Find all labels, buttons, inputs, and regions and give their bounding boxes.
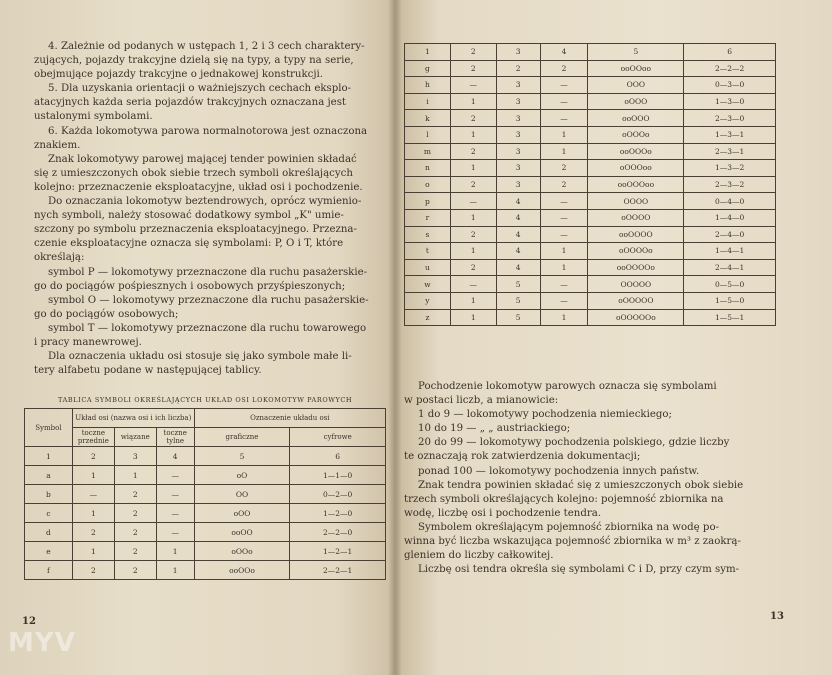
header-rear-axles: toczne tylne xyxy=(156,428,194,447)
table-cell: 1 xyxy=(450,309,496,326)
table-cell: 1 xyxy=(72,466,114,485)
table-row xyxy=(25,561,386,580)
table-cell: — xyxy=(540,93,588,110)
axle-symbols-table xyxy=(24,408,386,580)
table-cell: 1—5—1 xyxy=(684,309,776,326)
table-cell: 2 xyxy=(540,60,588,77)
table-row xyxy=(25,466,386,485)
table-cell: 3 xyxy=(496,176,540,193)
table-cell: — xyxy=(156,485,194,504)
table-cell: ooOOO xyxy=(588,110,684,127)
header-symbol: Symbol xyxy=(25,409,73,447)
book-spine xyxy=(388,0,402,675)
table-row xyxy=(405,126,776,143)
table-cell: z xyxy=(405,309,451,326)
column-number: 5 xyxy=(588,44,684,61)
header-number-row xyxy=(25,447,386,466)
right-page-text xyxy=(404,380,784,577)
paragraph: go do pociągów pośpiesznych i osobowych przyśpieszonych; xyxy=(34,280,346,292)
table-cell: — xyxy=(540,77,588,94)
table-cell: f xyxy=(25,561,73,580)
header-front-axles: toczne przednie xyxy=(72,428,114,447)
left-page-text xyxy=(34,40,390,378)
table-cell: 1 xyxy=(540,259,588,276)
table-cell: oOOOOO xyxy=(588,292,684,309)
table-cell: ooOOoo xyxy=(588,60,684,77)
column-number: 3 xyxy=(496,44,540,61)
table-cell: 1 xyxy=(450,160,496,177)
left-table-body xyxy=(25,466,386,580)
table-cell: 2 xyxy=(450,176,496,193)
table-row xyxy=(405,60,776,77)
table-cell: 2 xyxy=(450,110,496,127)
table-row xyxy=(405,176,776,193)
paragraph: kolejno: przeznaczenie eksploatacyjne, układ osi i pochodzenie. xyxy=(34,181,363,193)
table-row xyxy=(405,276,776,293)
paragraph: trzech symboli określających kolejno: pojemność zbiornika na xyxy=(404,493,724,505)
table-cell: 2—3—0 xyxy=(684,110,776,127)
table-caption: TABLICA SYMBOLI OKREŚLAJĄCYCH UKŁAD OSI LOKOMOTYW PAROWYCH xyxy=(58,396,353,404)
table-cell: — xyxy=(450,276,496,293)
table-cell: — xyxy=(156,504,194,523)
table-cell: 1 xyxy=(450,126,496,143)
table-row xyxy=(405,110,776,127)
table-row xyxy=(405,77,776,94)
table-cell: 2 xyxy=(496,60,540,77)
table-cell: oOOOOOo xyxy=(588,309,684,326)
table-cell: oOOo xyxy=(194,542,290,561)
table-cell: l xyxy=(405,126,451,143)
table-cell: oOOO xyxy=(588,93,684,110)
paragraph: Dla oznaczenia układu osi stosuje się jako symbole małe li- xyxy=(48,351,352,363)
column-number: 2 xyxy=(72,447,114,466)
paragraph: symbol T — lokomotywy przeznaczone dla ruchu towarowego xyxy=(48,322,367,334)
table-cell: g xyxy=(405,60,451,77)
paragraph: tery alfabetu podane w następującej tablicy. xyxy=(34,365,262,377)
table-cell: — xyxy=(450,193,496,210)
table-cell: 1 xyxy=(450,209,496,226)
table-cell: 1—3—1 xyxy=(684,126,776,143)
table-cell: 2 xyxy=(450,226,496,243)
paragraph: 20 do 99 — lokomotywy pochodzenia polskiego, gdzie liczby xyxy=(418,437,730,449)
table-cell: 2 xyxy=(450,259,496,276)
header-graphic: graficzne xyxy=(194,428,290,447)
table-cell: oOO xyxy=(194,504,290,523)
table-cell: — xyxy=(540,226,588,243)
table-cell: k xyxy=(405,110,451,127)
table-cell: 3 xyxy=(496,93,540,110)
table-row xyxy=(405,193,776,210)
column-number: 5 xyxy=(194,447,290,466)
table-cell: ooOOOO xyxy=(588,226,684,243)
table-cell: 1—3—2 xyxy=(684,160,776,177)
paragraph: czenie eksploatacyjne oznacza się symbolami: P, O i T, które xyxy=(34,238,344,250)
table-cell: ooOO xyxy=(194,523,290,542)
paragraph: i pracy manewrowej. xyxy=(34,336,142,348)
table-cell: n xyxy=(405,160,451,177)
paragraph: Liczbę osi tendra określa się symbolami C i D, przy czym sym- xyxy=(418,564,740,576)
table-cell: 0—3—0 xyxy=(684,77,776,94)
paragraph: go do pociągów osobowych; xyxy=(34,308,179,320)
table-cell: — xyxy=(540,292,588,309)
table-cell: OO xyxy=(194,485,290,504)
table-cell: 3 xyxy=(496,160,540,177)
table-cell: t xyxy=(405,243,451,260)
paragraph: 5. Dla uzyskania orientacji o ważniejszych cechach eksplo- xyxy=(48,83,352,95)
table-cell: b xyxy=(25,485,73,504)
paragraph: określają: xyxy=(34,252,85,264)
table-cell: 2 xyxy=(450,60,496,77)
table-cell: u xyxy=(405,259,451,276)
table-cell: — xyxy=(540,110,588,127)
header-numeric: cyfrowe xyxy=(290,428,386,447)
table-cell: ooOOOOo xyxy=(588,259,684,276)
table-row xyxy=(405,93,776,110)
table-cell: 2 xyxy=(114,542,156,561)
table-cell: e xyxy=(25,542,73,561)
table-cell: 3 xyxy=(496,110,540,127)
table-cell: 1—2—1 xyxy=(290,542,386,561)
table-cell: 1 xyxy=(450,292,496,309)
paragraph: symbol P — lokomotywy przeznaczone dla ruchu pasażerskie- xyxy=(48,266,368,278)
header-designation: Oznaczenie układu osi xyxy=(194,409,385,428)
paragraph: Pochodzenie lokomotyw parowych oznacza się symbolami xyxy=(418,381,717,392)
table-cell: y xyxy=(405,292,451,309)
table-cell: 2 xyxy=(540,160,588,177)
page-number-right: 13 xyxy=(770,611,784,622)
column-number: 6 xyxy=(684,44,776,61)
header-number-row xyxy=(405,44,776,61)
table-cell: 2 xyxy=(72,561,114,580)
table-cell: 5 xyxy=(496,276,540,293)
table-cell: 1—4—1 xyxy=(684,243,776,260)
paragraph: symbol O — lokomotywy przeznaczone dla ruchu pasażerskie- xyxy=(48,294,369,306)
paragraph: zujących, pojazdy trakcyjne dzielą się na typy, a typy na serie, xyxy=(34,55,354,67)
table-cell: 1 xyxy=(450,93,496,110)
table-cell: 2 xyxy=(114,523,156,542)
table-cell: — xyxy=(540,193,588,210)
table-cell: 5 xyxy=(496,292,540,309)
table-cell: oOOOOo xyxy=(588,243,684,260)
table-cell: 4 xyxy=(496,259,540,276)
table-cell: 0—4—0 xyxy=(684,193,776,210)
header-coupled-axles: wiązane xyxy=(114,428,156,447)
paragraph: ustalonymi symbolami. xyxy=(34,111,153,123)
column-number: 4 xyxy=(156,447,194,466)
table-cell: 1 xyxy=(540,243,588,260)
table-row xyxy=(405,243,776,260)
right-table-body xyxy=(405,60,776,326)
table-row xyxy=(25,504,386,523)
table-cell: 1 xyxy=(156,561,194,580)
table-cell: 1 xyxy=(72,504,114,523)
table-cell: 4 xyxy=(496,193,540,210)
table-row xyxy=(405,292,776,309)
table-cell: 5 xyxy=(496,309,540,326)
watermark-logo: MYV xyxy=(8,628,76,658)
table-cell: OOO xyxy=(588,77,684,94)
paragraph: obejmujące pojazdy trakcyjne o jednakowej konstrukcji. xyxy=(34,69,324,81)
table-cell: ooOOOo xyxy=(588,143,684,160)
table-cell: 4 xyxy=(496,226,540,243)
table-cell: 1 xyxy=(72,542,114,561)
paragraph: ponad 100 — lokomotywy pochodzenia innych państw. xyxy=(418,465,700,477)
table-cell: 1—1—0 xyxy=(290,466,386,485)
table-row xyxy=(405,143,776,160)
table-cell: oOOOoo xyxy=(588,160,684,177)
paragraph: nych symboli, należy stosować dodatkowy symbol „K" umie- xyxy=(34,210,344,222)
table-row xyxy=(405,209,776,226)
table-cell: c xyxy=(25,504,73,523)
table-cell: 2 xyxy=(540,176,588,193)
table-cell: 1—2—0 xyxy=(290,504,386,523)
table-cell: OOOOO xyxy=(588,276,684,293)
column-number: 1 xyxy=(405,44,451,61)
paragraph: się z umieszczonych obok siebie trzech symboli określających xyxy=(34,167,353,179)
table-cell: 0—2—0 xyxy=(290,485,386,504)
table-cell: a xyxy=(25,466,73,485)
table-cell: 3 xyxy=(496,126,540,143)
table-row xyxy=(405,226,776,243)
table-cell: 3 xyxy=(496,77,540,94)
table-cell: 1 xyxy=(540,143,588,160)
header-axle-layout: Układ osi (nazwa osi i ich liczba) xyxy=(72,409,194,428)
table-row xyxy=(25,485,386,504)
table-cell: 1 xyxy=(450,243,496,260)
table-row xyxy=(25,542,386,561)
paragraph: atacyjnych każda seria pojazdów trakcyjnych oznaczana jest xyxy=(34,97,347,109)
table-cell: w xyxy=(405,276,451,293)
table-cell: 1—4—0 xyxy=(684,209,776,226)
paragraph: Do oznaczania lokomotyw beztendrowych, oprócz wymienio- xyxy=(48,196,362,208)
table-cell: — xyxy=(540,276,588,293)
table-cell: ooOOOoo xyxy=(588,176,684,193)
table-cell: OOOO xyxy=(588,193,684,210)
paragraph: winna być liczba wskazująca pojemność zbiornika w m³ z zaokrą- xyxy=(404,536,741,548)
paragraph: gleniem do liczby całkowitej. xyxy=(404,550,554,562)
table-cell: 2—2—2 xyxy=(684,60,776,77)
table-cell: 1 xyxy=(540,126,588,143)
column-number: 1 xyxy=(25,447,73,466)
table-cell: 4 xyxy=(496,243,540,260)
table-cell: 1—5—0 xyxy=(684,292,776,309)
table-row xyxy=(25,523,386,542)
table-cell: 2—2—1 xyxy=(290,561,386,580)
table-row xyxy=(405,309,776,326)
paragraph: znakiem. xyxy=(34,139,81,151)
column-number: 6 xyxy=(290,447,386,466)
table-cell: 2—3—1 xyxy=(684,143,776,160)
paragraph: szczony po symbolu przeznaczenia eksploatacyjnego. Przezna- xyxy=(34,224,357,236)
table-cell: 0—5—0 xyxy=(684,276,776,293)
table-cell: d xyxy=(25,523,73,542)
paragraph: Znak lokomotywy parowej mającej tender powinien składać xyxy=(48,153,357,165)
table-cell: 2 xyxy=(114,485,156,504)
table-cell: 2 xyxy=(72,523,114,542)
paragraph: 4. Zależnie od podanych w ustępach 1, 2 i 3 cech charaktery- xyxy=(48,41,365,52)
paragraph: te oznaczają rok zatwierdzenia dokumentacji; xyxy=(404,451,641,463)
table-cell: r xyxy=(405,209,451,226)
table-cell: s xyxy=(405,226,451,243)
table-cell: — xyxy=(450,77,496,94)
paragraph: 1 do 9 — lokomotywy pochodzenia niemieckiego; xyxy=(418,409,672,421)
page-number-left: 12 xyxy=(22,616,36,627)
table-cell: oO xyxy=(194,466,290,485)
table-cell: 1—3—0 xyxy=(684,93,776,110)
table-cell: 2—4—1 xyxy=(684,259,776,276)
paragraph: wodę, liczbę osi i pochodzenie tendra. xyxy=(404,507,602,519)
table-cell: oOOOo xyxy=(588,126,684,143)
axle-symbols-table-continued xyxy=(404,43,776,326)
paragraph: w postaci liczb, a mianowicie: xyxy=(404,395,559,407)
table-cell: oOOOO xyxy=(588,209,684,226)
column-number: 4 xyxy=(540,44,588,61)
table-cell: 3 xyxy=(496,143,540,160)
table-cell: 2 xyxy=(450,143,496,160)
table-cell: p xyxy=(405,193,451,210)
table-cell: 2 xyxy=(114,504,156,523)
table-cell: m xyxy=(405,143,451,160)
table-cell: 2—2—0 xyxy=(290,523,386,542)
column-number: 3 xyxy=(114,447,156,466)
table-cell: h xyxy=(405,77,451,94)
table-cell: 2 xyxy=(114,561,156,580)
table-cell: 2—3—2 xyxy=(684,176,776,193)
table-cell: 1 xyxy=(156,542,194,561)
table-cell: o xyxy=(405,176,451,193)
table-row xyxy=(405,259,776,276)
column-number: 2 xyxy=(450,44,496,61)
table-cell: — xyxy=(156,466,194,485)
table-row xyxy=(405,160,776,177)
paragraph: 10 do 19 — „ „ austriackiego; xyxy=(418,423,571,435)
table-cell: 1 xyxy=(540,309,588,326)
table-cell: 2—4—0 xyxy=(684,226,776,243)
table-cell: ooOOo xyxy=(194,561,290,580)
table-cell: i xyxy=(405,93,451,110)
table-cell: 1 xyxy=(114,466,156,485)
table-cell: — xyxy=(72,485,114,504)
table-cell: — xyxy=(156,523,194,542)
table-cell: 4 xyxy=(496,209,540,226)
table-cell: — xyxy=(540,209,588,226)
paragraph: Znak tendra powinien składać się z umieszczonych obok siebie xyxy=(418,479,744,491)
paragraph: 6. Każda lokomotywa parowa normalnotorowa jest oznaczona xyxy=(48,125,368,137)
paragraph: Symbolem określającym pojemność zbiornika na wodę po- xyxy=(418,521,720,533)
